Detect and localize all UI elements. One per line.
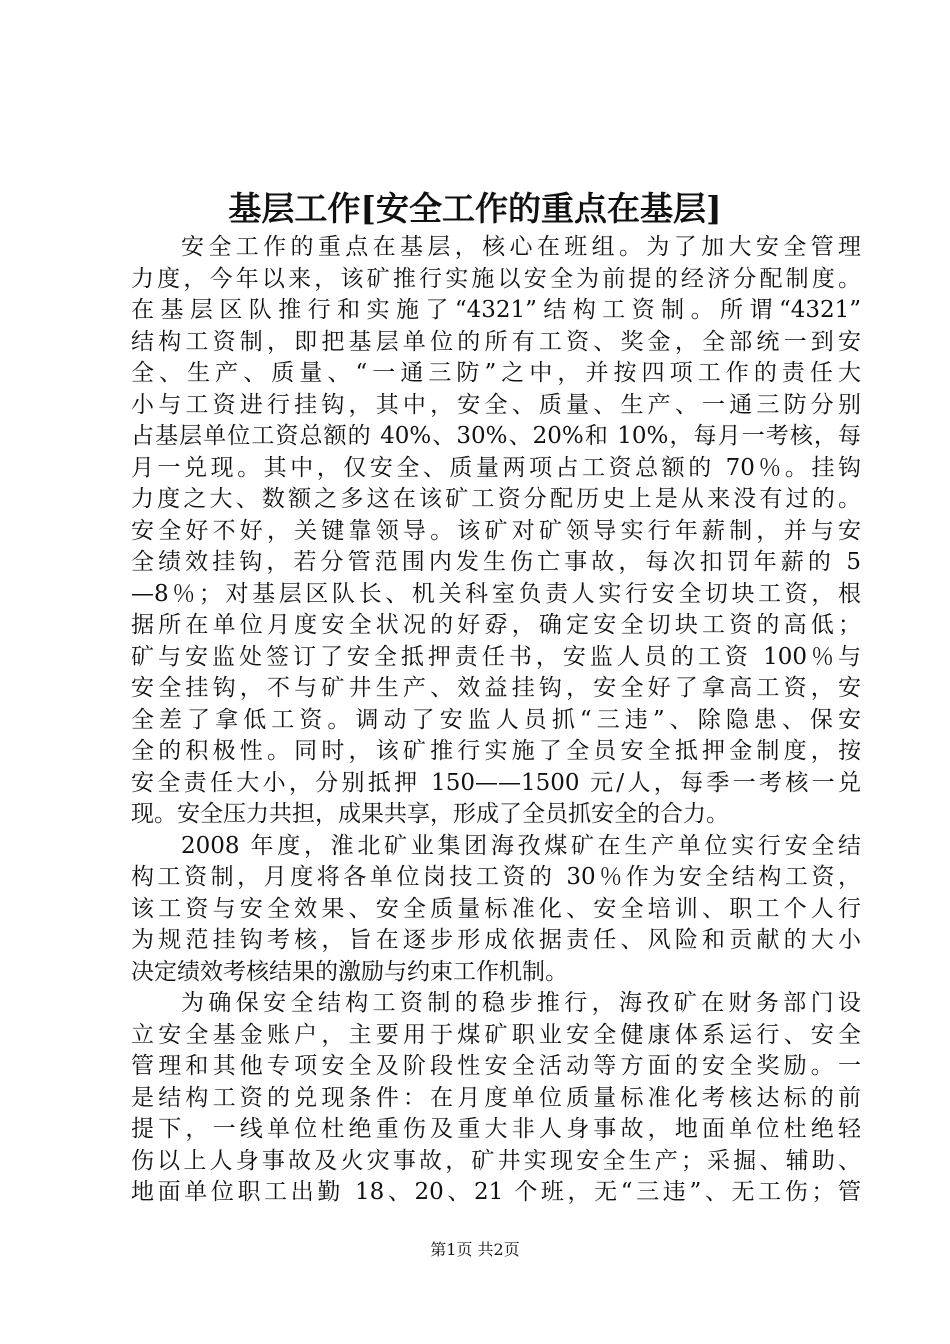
text-line: 该工资与安全效果、安全质量标准化、安全培训、职工个人行 bbox=[131, 895, 861, 922]
text-line: 全、生产、质量、“一通三防”之中，并按四项工作的责任大 bbox=[131, 360, 861, 386]
page-footer: 第1页 共2页 bbox=[430, 1240, 520, 1259]
document-body bbox=[131, 232, 861, 1209]
text-line: 为确保安全结构工资制的稳步推行，海孜矿在财务部门设 bbox=[181, 990, 861, 1016]
text-line: 构工资制，月度将各单位岗技工资的 30％作为安全结构工资， bbox=[131, 864, 861, 890]
text-line: 安全责任大小，分别抵押 150——1500 元/人，每季一考核一兑 bbox=[131, 769, 861, 796]
text-line: 力度之大、数额之多这在该矿工资分配历史上是从来没有过的。 bbox=[131, 486, 861, 512]
text-line: 地面单位职工出勤 18、20、21 个班，无“三违”、无工伤；管 bbox=[131, 1179, 861, 1205]
text-line: 提下，一线单位杜绝重伤及重大非人身事故，地面单位杜绝轻 bbox=[131, 1116, 861, 1142]
text-line: 是结构工资的兑现条件：在月度单位质量标准化考核达标的前 bbox=[131, 1084, 861, 1111]
text-line: 现。安全压力共担，成果共享，形成了全员抓安全的合力。 bbox=[131, 801, 729, 827]
text-line: 为规范挂钩考核，旨在逐步形成依据责任、风险和贡献的大小 bbox=[131, 927, 861, 953]
text-line: 2008 年度，淮北矿业集团海孜煤矿在生产单位实行安全结 bbox=[181, 832, 861, 859]
text-line: 全绩效挂钩，若分管范围内发生伤亡事故，每次扣罚年薪的 5 bbox=[131, 549, 861, 575]
text-line: 月一兑现。其中，仅安全、质量两项占工资总额的 70％。挂钩 bbox=[131, 454, 861, 481]
text-line: 管理和其他专项安全及阶段性安全活动等方面的安全奖励。一 bbox=[131, 1053, 861, 1079]
text-line: 伤以上人身事故及火灾事故，矿井实现安全生产；采掘、辅助、 bbox=[131, 1147, 861, 1174]
text-line: 立安全基金账户，主要用于煤矿职业安全健康体系运行、安全 bbox=[131, 1021, 861, 1048]
text-line: 安全挂钩，不与矿井生产、效益挂钩，安全好了拿高工资，安 bbox=[131, 675, 861, 701]
text-line: 安全工作的重点在基层，核心在班组。为了加大安全管理 bbox=[181, 234, 861, 260]
text-line: 在基层区队推行和实施了“4321”结构工资制。所谓“4321” bbox=[131, 297, 861, 323]
text-line: 力度，今年以来，该矿推行实施以安全为前提的经济分配制度。 bbox=[131, 265, 861, 292]
text-line: 全差了拿低工资。调动了安监人员抓“三违”、除隐患、保安 bbox=[131, 706, 861, 733]
text-line: 结构工资制，即把基层单位的所有工资、奖金，全部统一到安 bbox=[131, 328, 861, 355]
text-line: —8％；对基层区队长、机关科室负责人实行安全切块工资，根 bbox=[131, 580, 861, 607]
text-line: 小与工资进行挂钩，其中，安全、质量、生产、一通三防分别 bbox=[131, 391, 861, 418]
text-line: 矿与安监处签订了安全抵押责任书，安监人员的工资 100％与 bbox=[131, 643, 861, 670]
text-line: 决定绩效考核结果的激励与约束工作机制。 bbox=[131, 958, 568, 985]
document-title: 基层工作[安全工作的重点在基层] bbox=[228, 189, 722, 228]
text-line: 全的积极性。同时，该矿推行实施了全员安全抵押金制度，按 bbox=[131, 738, 861, 764]
text-line: 占基层单位工资总额的 40%、30%、20%和 10%，每月一考核，每 bbox=[131, 423, 861, 449]
text-line: 安全好不好，关键靠领导。该矿对矿领导实行年薪制，并与安 bbox=[131, 517, 861, 544]
text-line: 据所在单位月度安全状况的好孬，确定安全切块工资的高低； bbox=[131, 612, 861, 638]
